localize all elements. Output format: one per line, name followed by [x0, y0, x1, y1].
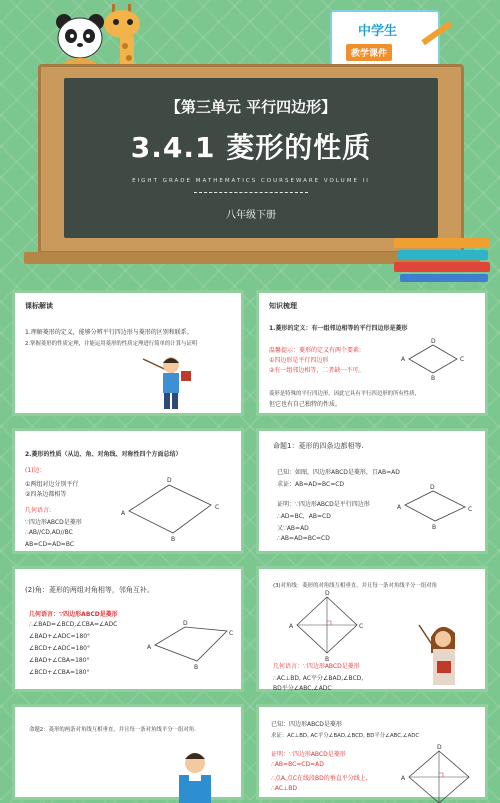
slide-card-proposition-1: [256, 428, 488, 554]
rhombus-diagram: [395, 481, 479, 533]
proof-line: AB=CD=AD=BC: [25, 541, 75, 548]
card-title: 知识梳理: [269, 302, 297, 310]
vertex-label: D: [431, 338, 436, 345]
given-text: 已知：四边形ABCD是菱形: [271, 721, 342, 728]
tip-item: ①四边形是平行四边形: [269, 357, 329, 364]
proof-line: ∠BCD+∠ADC=180°: [29, 645, 90, 652]
vertex-label: A: [401, 775, 406, 782]
slide-card-standards: [12, 290, 244, 416]
proof-line: ∵四边形ABCD是菱形: [25, 519, 82, 526]
geometry-label: 几何语言:: [25, 507, 52, 514]
vertex-label: A: [121, 510, 126, 517]
logo-title: 中学生: [358, 24, 398, 39]
vertex-label: B: [325, 656, 330, 663]
rhombus-diagonals-diagram: [399, 743, 479, 803]
text-line: 但它也有自己独特的性质。: [269, 401, 342, 408]
giraffe-illustration: [98, 0, 158, 72]
proposition-heading: 命题1：菱形的四条边都相等.: [273, 442, 364, 450]
blackboard: [64, 78, 438, 238]
slide-card-proof-2: [256, 704, 488, 800]
unit-subtitle: 【第三单元 平行四边形】: [165, 98, 337, 116]
definition-heading: 1.菱形的定义：有一组邻边相等的平行四边形是菱形: [269, 325, 408, 332]
books-stack-illustration: [394, 238, 490, 282]
main-title: 3.4.1 菱形的性质: [130, 131, 372, 164]
vertex-label: C: [359, 623, 364, 630]
prove-text: 求证：AC⊥BD, AC平分∠BAD,∠BCD, BD平分∠ABC,∠ADC: [271, 733, 420, 739]
rhombus-diagram: [141, 617, 237, 673]
book: [394, 262, 490, 272]
proof-line: ∠BAD+∠ADC=180°: [29, 633, 91, 640]
vertex-label: C: [229, 630, 234, 637]
proof-line: ∴AB=BC=CD=AD: [271, 761, 324, 768]
vertex-label: A: [147, 644, 152, 651]
proposition-heading: 命题2：菱形的两条对角线互相垂直，并且每一条对角线平分一组对角.: [29, 727, 196, 733]
rhombus-diagonals-diagram: [289, 589, 365, 663]
vertex-label: C: [460, 356, 465, 363]
proof-line: 又∵AB=AD: [277, 525, 309, 532]
proof-line: ∴AC⊥BD: [271, 785, 297, 792]
slide-card-properties-angles: [12, 566, 244, 692]
rhombus-diagram: [119, 475, 229, 545]
proof-line: 证明：∵四边形ABCD是平行四边形: [277, 501, 370, 508]
slide-card-proposition-2: [12, 704, 244, 800]
text-line: 菱形是特殊的平行四边形，因此它具有平行四边形的所有性质，: [269, 391, 420, 397]
vertex-label: D: [325, 590, 330, 597]
vertex-label: B: [194, 664, 199, 671]
section-heading: (2)角：菱形的两组对角相等，邻角互补。: [25, 586, 154, 594]
vertex-label: B: [171, 536, 176, 543]
slide-card-knowledge: [256, 290, 488, 416]
vertex-label: A: [401, 356, 406, 363]
slide-card-properties-sides: [12, 428, 244, 554]
section-heading: (3)对角线：菱形的对角线互相垂直，并且每一条对角线平分一组对角: [273, 583, 437, 589]
student-illustration: [165, 747, 225, 803]
proof-line: ∴AC⊥BD, AC平分∠BAD,∠BCD,: [273, 675, 364, 682]
vertex-label: B: [431, 375, 436, 382]
card-title: 课标解读: [25, 302, 53, 310]
text-line: 2.掌握菱形的性质定理，并能运用菱形的性质定理进行简单的计算与证明: [25, 341, 198, 347]
proof-line: ∴∠BAD=∠BCD,∠CBA=∠ADC: [29, 621, 118, 628]
book: [398, 250, 488, 260]
geometry-label: 几何语言：∵四边形ABCD是菱形: [29, 611, 118, 618]
book: [394, 238, 490, 248]
vertex-label: B: [432, 524, 437, 531]
cover-slide: [0, 0, 500, 282]
proof-line: ∠BCD+∠CBA=180°: [29, 669, 90, 676]
slide-card-properties-diagonals: [256, 566, 488, 692]
vertex-label: D: [430, 484, 435, 491]
logo-subtitle: 教学课件: [346, 44, 392, 61]
tip-item: ②有一组邻边相等，二者缺一不可。: [269, 367, 365, 374]
proof-line: 证明：∵四边形ABCD是菱形: [271, 751, 346, 758]
vertex-label: A: [397, 504, 402, 511]
proof-line: ∴AD=BC，AB=CD: [277, 513, 331, 520]
given-text: 已知：如图，四边形ABCD是菱形，且AB=AD: [277, 469, 400, 476]
book: [400, 274, 488, 282]
geometry-label: 几何语言：∵四边形ABCD是菱形: [273, 663, 360, 670]
teacher-illustration: [133, 351, 203, 413]
property-item: ②四条边都相等: [25, 491, 67, 498]
proof-line: ∴AB//CD,AD//BC: [25, 529, 73, 536]
vertex-label: C: [468, 506, 473, 513]
vertex-label: D: [183, 620, 188, 627]
grade-label: 八年级下册: [226, 210, 276, 221]
vertex-label: D: [437, 744, 442, 751]
proof-line: ∴点A,点C在线段BD的垂直平分线上，: [271, 775, 372, 782]
divider: [194, 192, 308, 193]
proof-line: BD平分∠ABC,∠ADC: [273, 685, 332, 692]
vertex-label: C: [215, 504, 220, 511]
english-subtitle: EIGHT GRADE MATHEMATICS COURSEWARE VOLUME II: [132, 178, 370, 184]
teacher-illustration: [409, 619, 473, 691]
vertex-label: A: [289, 623, 294, 630]
rhombus-diagram: [399, 337, 469, 382]
subsection-label: (1)边：: [25, 467, 46, 474]
property-item: ①两组对边分别平行: [25, 481, 79, 488]
tip-intro: 温馨提示：菱形的定义有两个要素:: [269, 347, 362, 354]
proof-line: ∴AB=AD=BC=CD: [277, 535, 330, 542]
proof-line: ∠BAD+∠CBA=180°: [29, 657, 90, 664]
section-heading: 2.菱形的性质（从边、角、对角线、对称性四个方面总结）: [25, 451, 182, 458]
prove-text: 求证：AB=AD=BC=CD: [277, 481, 345, 488]
vertex-label: D: [167, 477, 172, 484]
text-line: 1.理解菱形的定义，能够分辨平行四边形与菱形的区别和联系。: [25, 329, 193, 336]
